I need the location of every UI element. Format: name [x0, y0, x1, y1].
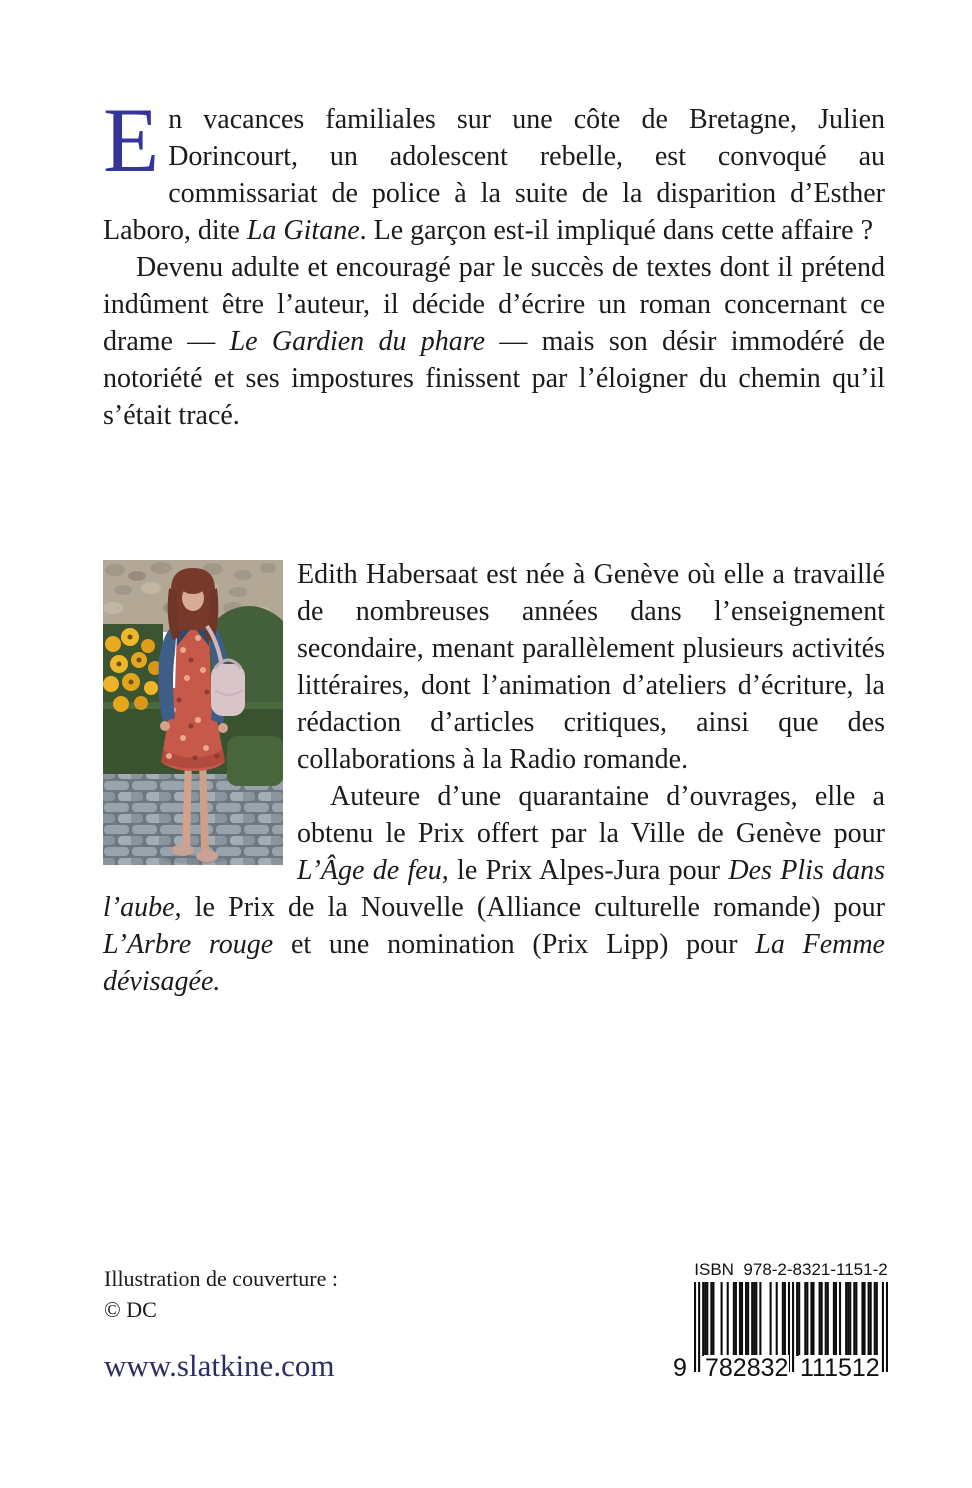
publisher-website: www.slatkine.com: [104, 1348, 335, 1383]
synopsis-paragraph-1: [103, 89, 885, 249]
synopsis-section: [103, 89, 885, 434]
dropcap-letter: E: [103, 89, 160, 191]
barcode-digits-group1: 782832: [705, 1354, 789, 1382]
synopsis-paragraph-1-text: n vacances familiales sur une côte de Bretagne, Julien Dorincourt, un adolescent rebelle, est convoqué au commissariat de police à la suite de la disparition d’Esther Laboro, dite La Gitane. Le garçon est-il impliqué dans cette affaire ?: [103, 104, 885, 246]
barcode-digits-group2: 111512: [800, 1354, 880, 1382]
isbn-label: ISBN 978-2-8321-1151-2: [694, 1260, 888, 1279]
box-bush: [227, 736, 283, 786]
author-photo: [103, 560, 283, 865]
illustration-credit-label: Illustration de couverture :: [104, 1266, 338, 1291]
author-bio-section: [103, 556, 885, 1000]
barcode-digit-left: 9: [673, 1354, 687, 1382]
synopsis-paragraph-2: Devenu adulte et encouragé par le succès de textes dont il prétend indûment être l’auteur, il décide d’écrire un roman concernant ce drame — Le Gardien du phare — mais son désir immodéré de notoriété et ses impostures finissent par l’éloigner du chemin qu’il s’était tracé.: [103, 252, 885, 431]
isbn-barcode: [670, 1260, 892, 1388]
bio-paragraph-2: Auteure d’une quarantaine d’ouvrages, elle a obtenu le Prix offert par la Ville de Genève pour L’Âge de feu, le Prix Alpes-Jura pour Des Plis dans l’aube, le Prix de la Nouvelle (Alliance culturelle romande) pour L’Arbre rouge et une nomination (Prix Lipp) pour La Femme dévisagée.: [103, 781, 886, 997]
illustration-credit: [104, 1263, 338, 1325]
illustration-credit-copyright: © DC: [104, 1297, 157, 1322]
bio-paragraph-1: Edith Habersaat est née à Genève où elle a travaillé de nombreuses années dans l’enseignement secondaire, menant parallèlement plusieurs activités littéraires, dont l’animation d’ateliers d’écriture, la rédaction d’articles critiques, ainsi que des collaborations à la Radio romande.: [297, 559, 885, 775]
